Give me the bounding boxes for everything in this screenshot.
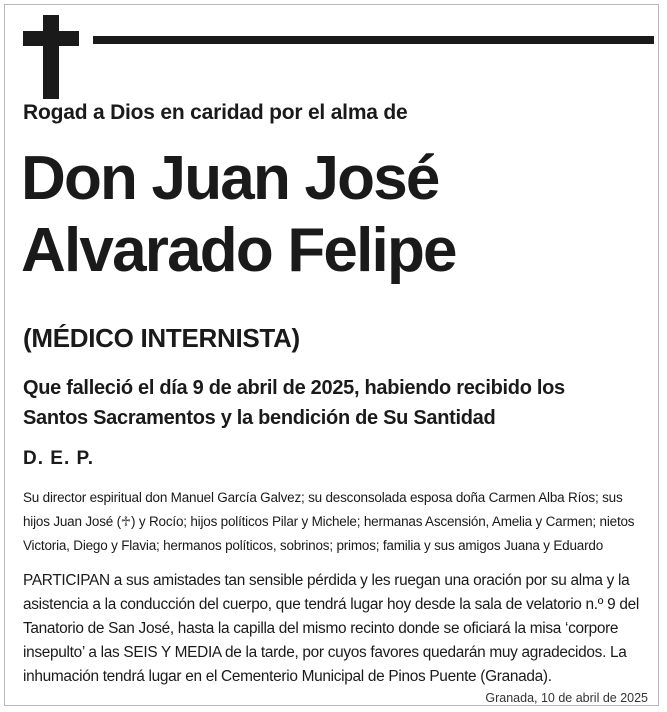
details-line-5: inhumación tendrá lugar en el Cementerio Municipal de Pinos Puente (Granada). — [23, 668, 552, 685]
family-list — [23, 486, 653, 558]
obituary-notice — [4, 4, 659, 706]
family-line-3: Victoria, Diego y Flavia; hermanos políticos, sobrinos; primos; familia y sus amigos Juana y Eduardo — [23, 538, 604, 553]
death-line-1: Que falleció el día 9 de abril de 2025, habiendo recibido los — [23, 377, 565, 399]
name-line-2: Alvarado Felipe — [21, 216, 456, 285]
profession: (MÉDICO INTERNISTA) — [23, 323, 300, 353]
place-date: Granada, 10 de abril de 2025 — [485, 691, 648, 705]
details-line-4: insepulto’ a las SEIS Y MEDIA de la tarde, por cuyos favores quedarán muy agradecidos. La — [23, 644, 627, 661]
details-line-3: Tanatorio de San José, hasta la capilla del mismo recinto donde se oficiará la misa ‘corpore — [23, 620, 619, 637]
name-line-1: Don Juan José — [21, 144, 439, 213]
details-line-2: asistencia a la conducción del cuerpo, que tendrá lugar hoy desde la sala de velatorio n.º 9 del — [23, 596, 639, 613]
funeral-details — [23, 569, 653, 689]
deceased-name — [21, 143, 456, 287]
latin-cross-icon — [23, 15, 79, 99]
family-line-1: Su director espiritual don Manuel García Galvez; su desconsolada esposa doña Carmen Alba Ríos; sus — [23, 490, 623, 505]
header-rule — [93, 36, 654, 44]
family-line-2: hijos Juan José (♱) y Rocío; hijos políticos Pilar y Michele; hermanas Ascensión, Amelia y Carmen; nietos — [23, 514, 635, 529]
rip-abbrev: D. E. P. — [23, 448, 95, 469]
death-statement — [23, 373, 643, 433]
death-line-2: Santos Sacramentos y la bendición de Su Santidad — [23, 407, 496, 429]
details-line-1: PARTICIPAN a sus amistades tan sensible pérdida y les ruegan una oración por su alma y la — [23, 572, 630, 589]
prayer-line: Rogad a Dios en caridad por el alma de — [23, 101, 408, 124]
